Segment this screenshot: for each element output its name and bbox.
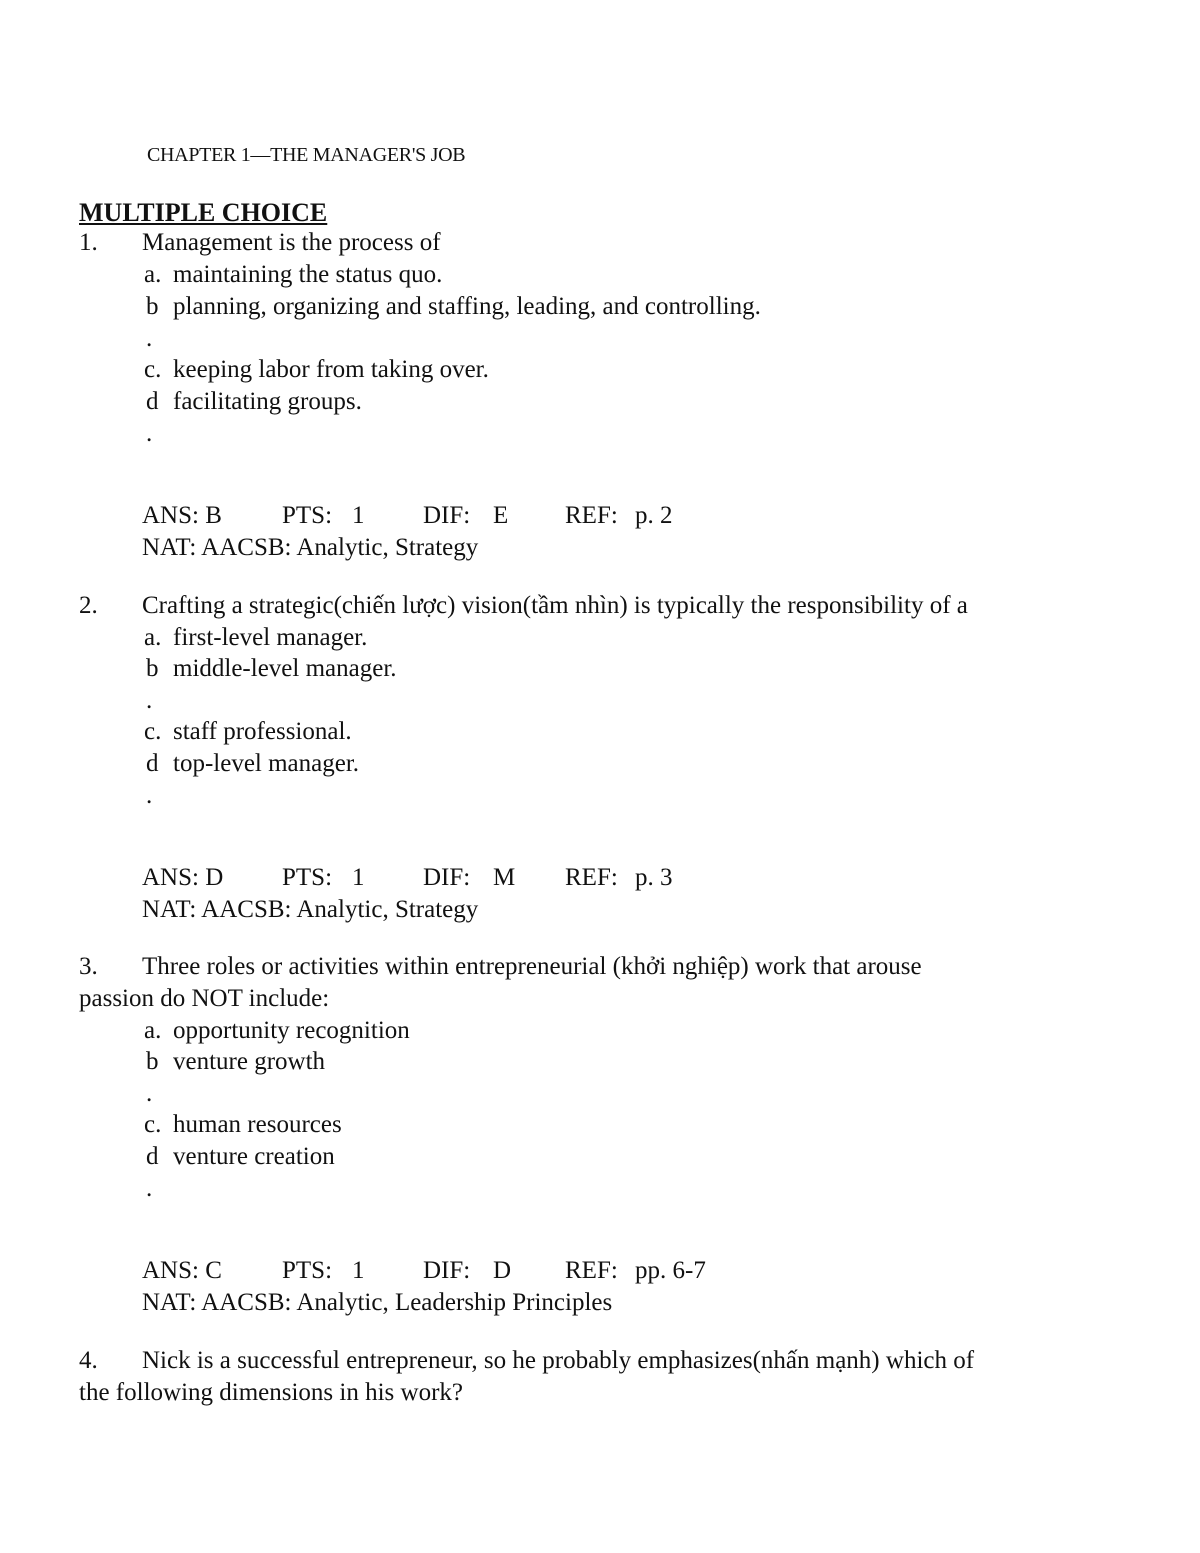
reference-label: REF: [565,502,618,529]
option-letter: d [146,1143,159,1170]
answer-key: ANS: D [142,864,224,891]
answer-key: ANS: C [142,1257,222,1284]
points-value: 1 [352,1257,365,1284]
reference-label: REF: [565,1257,618,1284]
question-stem: Crafting a strategic(chiến lược) vision(tầm nhìn) is typically the responsibility of a [142,592,968,619]
nat-line: NAT: AACSB: Analytic, Leadership Principles [142,1289,613,1316]
points-value: 1 [352,502,365,529]
section-heading: MULTIPLE CHOICE [79,198,328,227]
option-letter: c. [144,718,162,745]
option-text: keeping labor from taking over. [173,356,489,383]
option-text: facilitating groups. [173,388,362,415]
option-letter: . [146,782,153,809]
option-letter: b [146,1048,159,1075]
question-number: 4. [79,1347,98,1374]
option-letter: . [146,325,153,352]
reference-value: p. 2 [635,502,673,529]
reference-value: p. 3 [635,864,673,891]
nat-line: NAT: AACSB: Analytic, Strategy [142,534,479,561]
question-stem-continued: the following dimensions in his work? [79,1379,463,1406]
option-letter: a. [144,261,162,288]
question-number: 1. [79,229,98,256]
option-text: opportunity recognition [173,1017,410,1044]
points-label: PTS: [282,502,333,529]
reference-value: pp. 6-7 [635,1257,706,1284]
option-letter: c. [144,356,162,383]
option-letter: b [146,293,159,320]
option-letter: c. [144,1111,162,1138]
option-letter: . [146,420,153,447]
question-stem: Three roles or activities within entrepreneurial (khởi nghiệp) work that arouse [142,953,922,980]
difficulty-label: DIF: [423,1257,471,1284]
question-stem-continued: passion do NOT include: [79,985,330,1012]
option-text: top-level manager. [173,750,360,777]
points-label: PTS: [282,1257,333,1284]
option-text: middle-level manager. [173,655,397,682]
question-stem: Management is the process of [142,229,441,256]
question-number: 2. [79,592,98,619]
points-label: PTS: [282,864,333,891]
option-letter: . [146,1080,153,1107]
option-text: maintaining the status quo. [173,261,443,288]
option-letter: d [146,750,159,777]
chapter-title: CHAPTER 1—THE MANAGER'S JOB [147,144,466,166]
option-text: venture growth [173,1048,326,1075]
option-text: human resources [173,1111,342,1138]
option-letter: . [146,1175,153,1202]
option-text: staff professional. [173,718,352,745]
answer-key: ANS: B [142,502,222,529]
option-text: first-level manager. [173,624,368,651]
reference-label: REF: [565,864,618,891]
option-letter: d [146,388,159,415]
difficulty-value: D [493,1257,512,1284]
option-letter: a. [144,624,162,651]
option-text: venture creation [173,1143,335,1170]
difficulty-label: DIF: [423,864,471,891]
option-text: planning, organizing and staffing, leading, and controlling. [173,293,761,320]
nat-line: NAT: AACSB: Analytic, Strategy [142,896,479,923]
points-value: 1 [352,864,365,891]
difficulty-value: M [493,864,516,891]
option-letter: . [146,687,153,714]
option-letter: b [146,655,159,682]
difficulty-label: DIF: [423,502,471,529]
question-number: 3. [79,953,98,980]
question-stem: Nick is a successful entrepreneur, so he probably emphasizes(nhấn mạnh) which of [142,1347,975,1374]
option-letter: a. [144,1017,162,1044]
difficulty-value: E [493,502,509,529]
